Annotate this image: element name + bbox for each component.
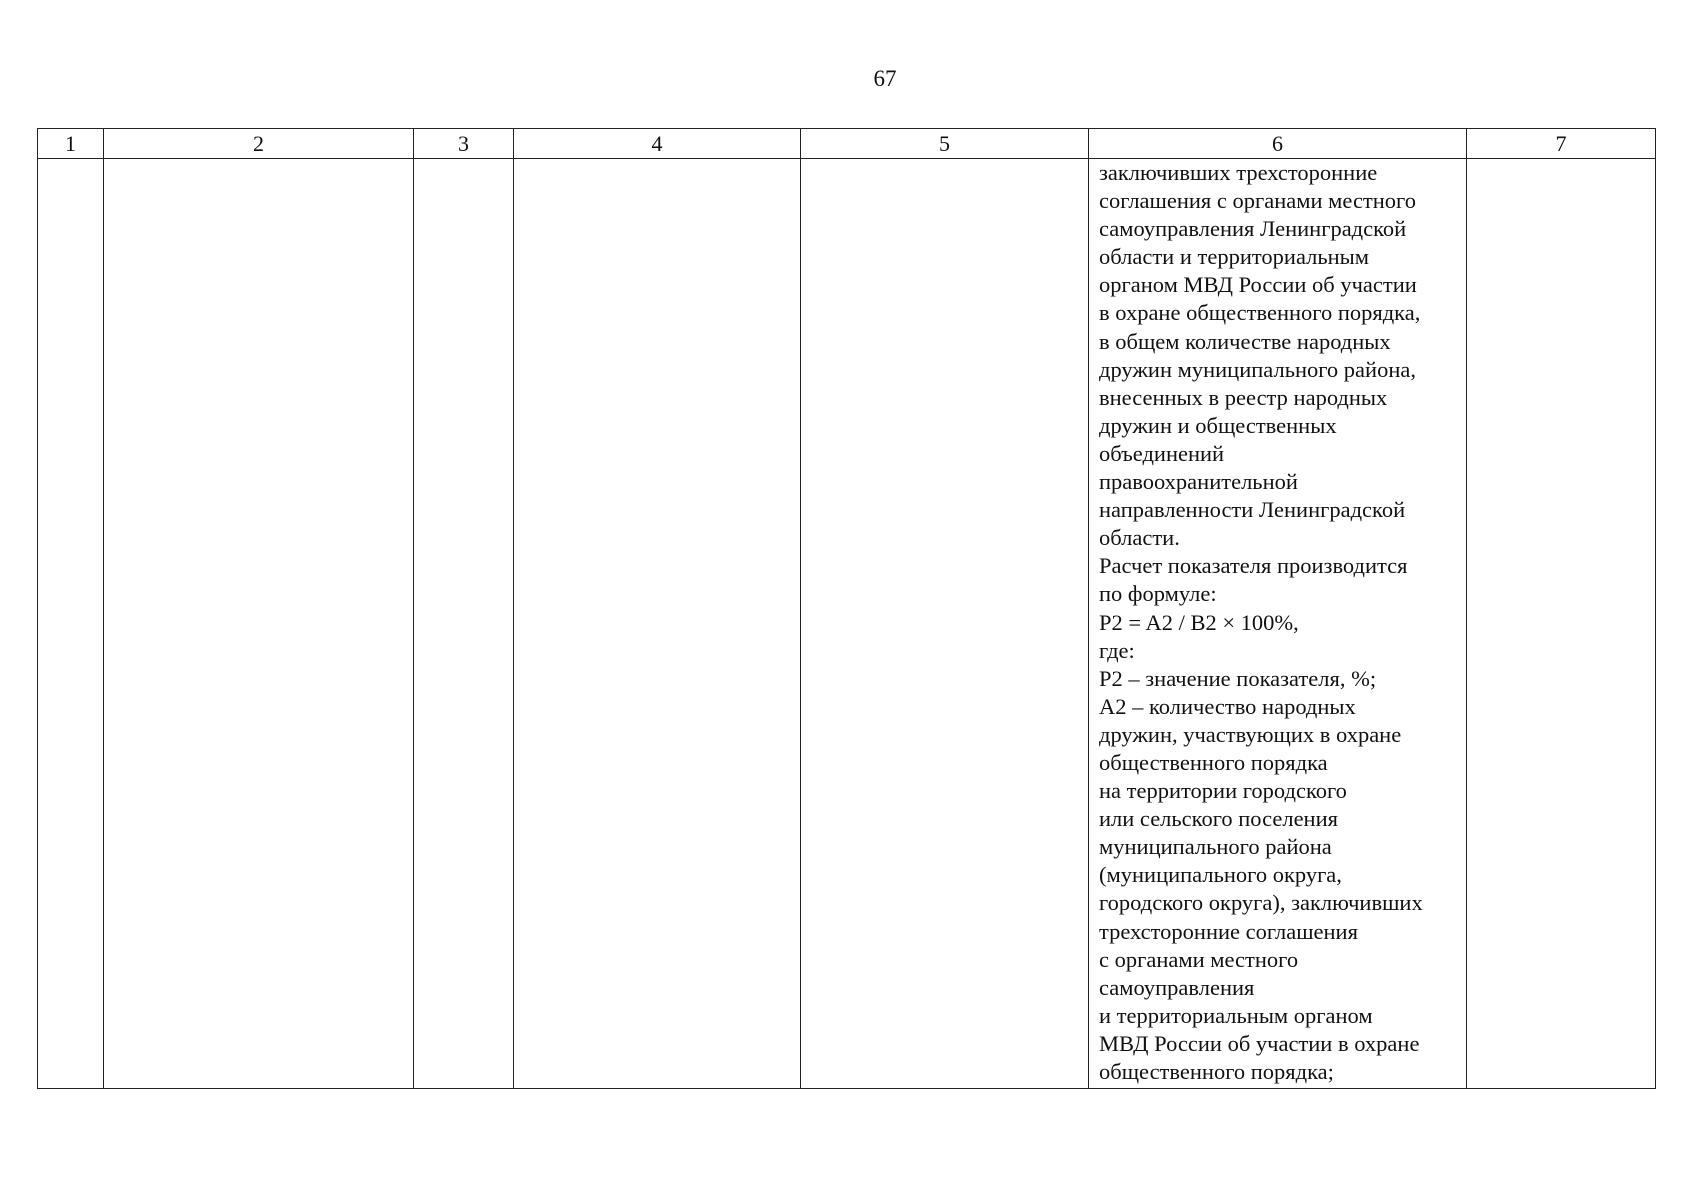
cell-text-line: дружин муниципального района, [1099,356,1416,382]
column-header-2: 2 [104,129,414,159]
cell-text-line: с органами местного [1099,946,1299,972]
cell-text-line: органом МВД России об участии [1099,272,1417,298]
table-cell-col2 [104,159,414,1089]
table-cell-col7 [1467,159,1656,1089]
cell-text-line: дружин, участвующих в охране [1099,721,1402,747]
cell-text-line: городского округа), заключивших [1099,890,1423,916]
cell-text-line: Расчет показателя производится [1099,553,1408,579]
formula-line: P2 = A2 / B2 × 100%, [1099,609,1299,635]
cell-text-line: где: [1099,637,1135,663]
data-table [37,128,1656,1089]
cell-text-line: объединений [1099,440,1225,466]
cell-text-line: самоуправления [1099,974,1255,1000]
cell-text-line: дружин и общественных [1099,412,1337,438]
column-header-7: 7 [1467,129,1656,159]
column-header-3: 3 [414,129,514,159]
cell-text-line: A2 – количество народных [1099,693,1356,719]
cell-text-line: общественного порядка [1099,749,1328,775]
cell-text-line: или сельского поселения [1099,806,1338,832]
table-cell-col6 [1089,159,1467,1089]
cell-text-line: на территории городского [1099,778,1347,804]
column-header-1: 1 [38,129,104,159]
cell-text-line: муниципального района [1099,834,1332,860]
cell-text-line: МВД России об участии в охране [1099,1030,1420,1056]
cell-text-line: и территориальным органом [1099,1002,1373,1028]
table-cell-col4 [514,159,801,1089]
cell-text-line: соглашения с органами местного [1099,188,1416,214]
column-header-4: 4 [514,129,801,159]
page-number: 67 [873,66,897,91]
cell-text-line: в охране общественного порядка, [1099,300,1421,326]
cell-text-line: направленности Ленинградской [1099,497,1406,523]
cell-text-line: в общем количестве народных [1099,328,1391,354]
cell-text-line: заключивших трехсторонние [1099,160,1378,185]
table-cell-col1 [38,159,104,1089]
cell-text-line: правоохранительной [1099,469,1298,495]
cell-text-line: общественного порядка; [1099,1059,1334,1084]
header-row [38,129,1656,159]
cell-text-line: P2 – значение показателя, %; [1099,665,1377,691]
table-cell-col3 [414,159,514,1089]
column-header-5: 5 [801,129,1089,159]
cell-text-line: трехсторонние соглашения [1099,918,1358,944]
cell-text-line: области. [1099,525,1180,551]
cell-text-line: (муниципального округа, [1099,862,1342,888]
cell-text-line: самоуправления Ленинградской [1099,216,1407,242]
cell-text-line: области и территориальным [1099,244,1370,270]
cell-text-line: внесенных в реестр народных [1099,384,1388,410]
table-row [38,159,1656,1089]
column-header-6: 6 [1089,129,1467,159]
cell-text-line: по формуле: [1099,581,1217,607]
table-cell-col5 [801,159,1089,1089]
